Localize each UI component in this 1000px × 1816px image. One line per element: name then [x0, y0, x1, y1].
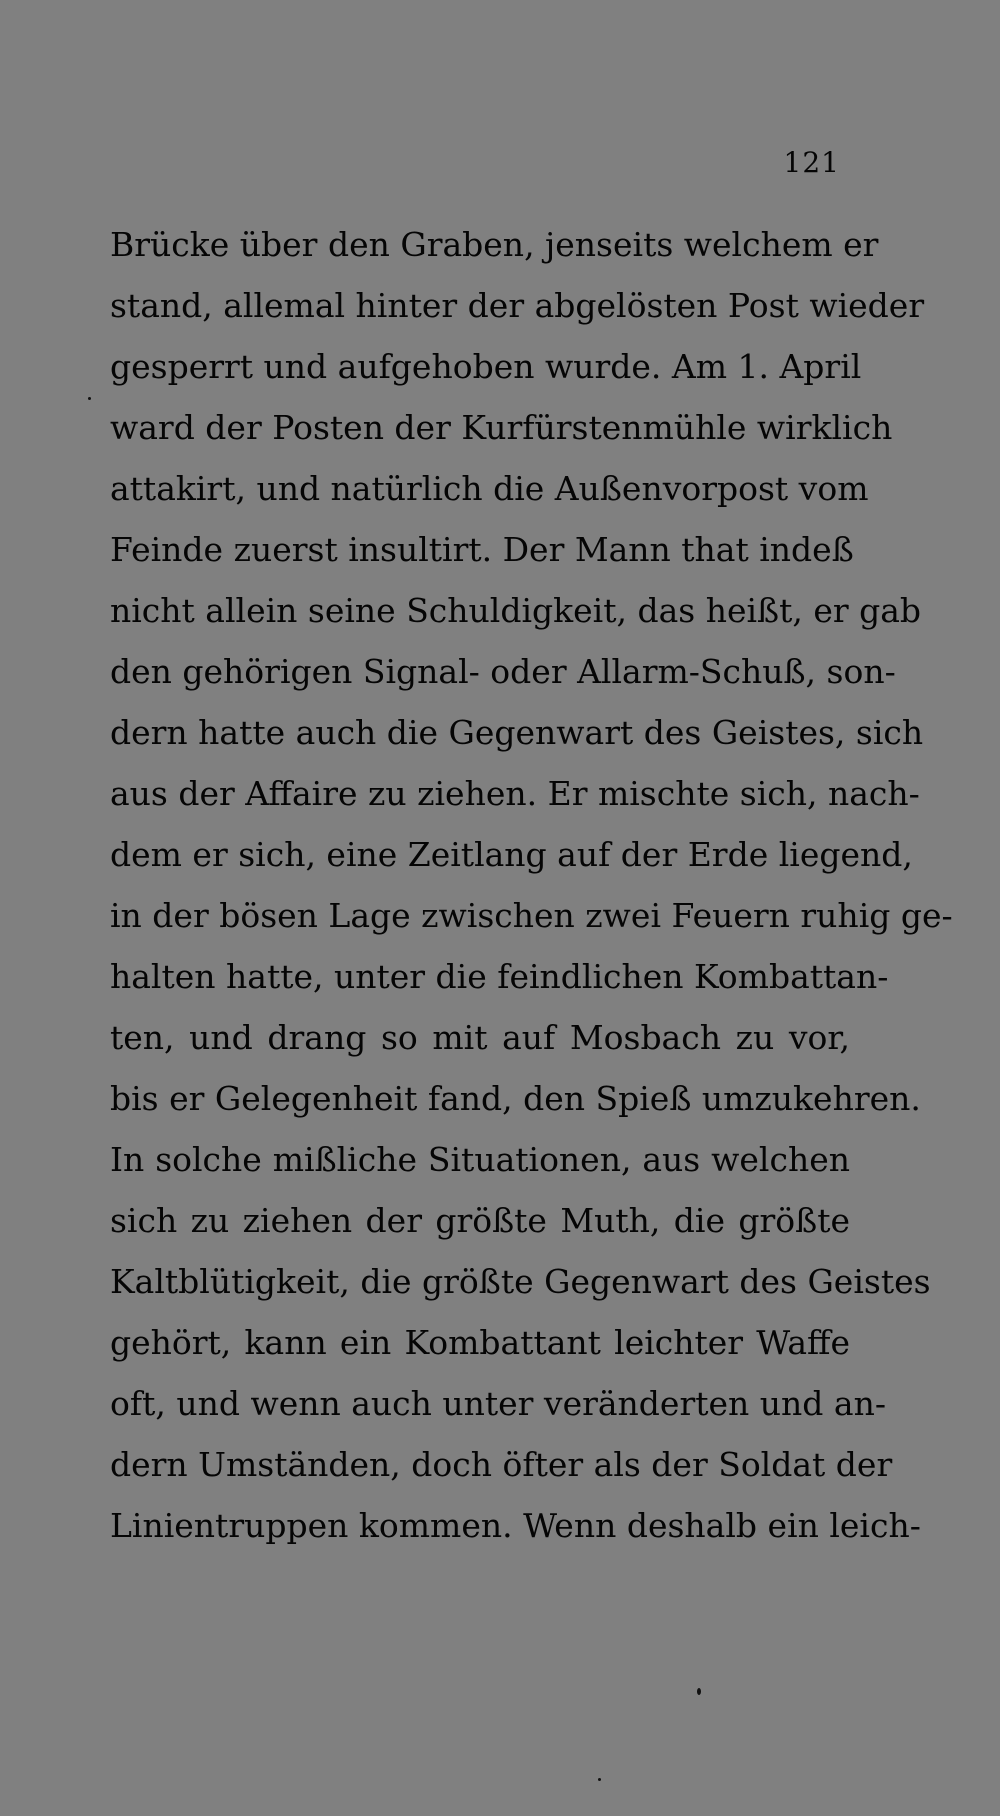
- text-line: in der bösen Lage zwischen zwei Feuern ruhig ge-: [110, 896, 953, 935]
- text-line: bis er Gelegenheit fand, den Spieß umzukehren.: [110, 1079, 921, 1118]
- text-line: sich zu ziehen der größte Muth, die größte: [110, 1201, 850, 1240]
- text-line: In solche mißliche Situationen, aus welchen: [110, 1140, 850, 1179]
- ink-speck: [598, 1778, 601, 1781]
- text-line: Linientruppen kommen. Wenn deshalb ein leich-: [110, 1506, 921, 1545]
- text-line: ten, und drang so mit auf Mosbach zu vor,: [110, 1018, 850, 1057]
- text-line: nicht allein seine Schuldigkeit, das heißt, er gab: [110, 591, 922, 630]
- text-line: dern Umständen, doch öfter als der Soldat der: [110, 1445, 893, 1484]
- text-line: dern hatte auch die Gegenwart des Geistes, sich: [110, 713, 924, 752]
- text-line: aus der Affaire zu ziehen. Er mischte sich, nach-: [110, 774, 920, 813]
- page-number: 121: [783, 146, 840, 179]
- text-line: gehört, kann ein Kombattant leichter Waffe: [110, 1323, 850, 1362]
- text-line: Kaltblütigkeit, die größte Gegenwart des Geistes: [110, 1262, 931, 1301]
- text-line: Brücke über den Graben, jenseits welchem er: [110, 225, 879, 264]
- text-line: dem er sich, eine Zeitlang auf der Erde liegend,: [110, 835, 913, 874]
- text-line: oft, und wenn auch unter veränderten und an-: [110, 1384, 886, 1423]
- text-line: ward der Posten der Kurfürstenmühle wirklich: [110, 408, 893, 447]
- ink-speck: [88, 397, 91, 400]
- text-line: stand, allemal hinter der abgelösten Post wieder: [110, 286, 925, 325]
- text-line: attakirt, und natürlich die Außenvorpost vom: [110, 469, 869, 508]
- text-line: Feinde zuerst insultirt. Der Mann that indeß: [110, 530, 854, 569]
- ink-speck: [697, 1688, 701, 1695]
- text-line: gesperrt und aufgehoben wurde. Am 1. April: [110, 347, 862, 386]
- text-line: den gehörigen Signal- oder Allarm-Schuß, son-: [110, 652, 896, 691]
- text-line: halten hatte, unter die feindlichen Kombattan-: [110, 957, 889, 996]
- body-text: [110, 214, 953, 1556]
